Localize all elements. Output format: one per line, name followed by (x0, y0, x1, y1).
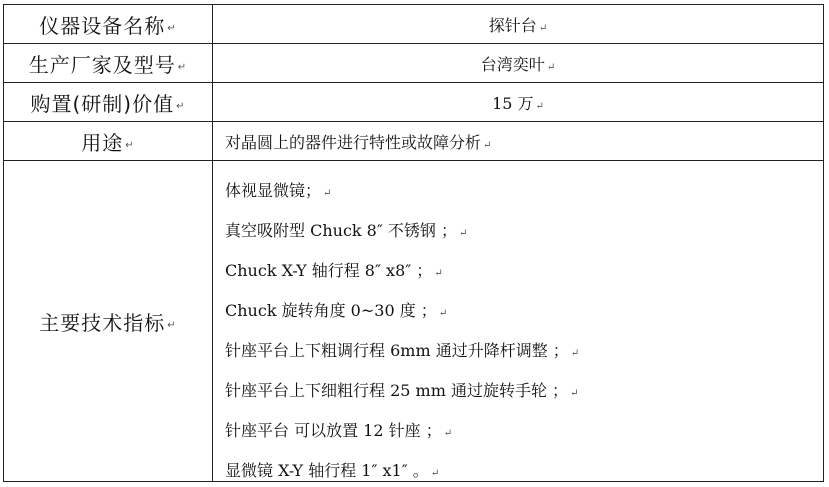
specs-list (213, 161, 823, 481)
table-row (4, 83, 823, 122)
row-label: 用途 ↵ (4, 122, 213, 160)
table-row (4, 122, 823, 161)
spec-item: 针座平台 可以放置 12 针座 ； ↵ (225, 420, 453, 440)
table-row (4, 5, 823, 44)
row-value: 对晶圆上的器件进行特性或故障分析 ↵ (225, 132, 492, 152)
row-label: 生产厂家及型号 ↵ (4, 44, 213, 82)
row-value: 台湾奕叶 ↵ (480, 54, 556, 74)
spec-item: Chuck 旋转角度 0~30 度 ； ↵ (225, 300, 448, 320)
spec-item: Chuck X-Y 轴行程 8″ x8″ ； ↵ (225, 260, 443, 280)
spec-item: 体视显微镜； ↵ (225, 180, 332, 200)
spec-item: 显微镜 X-Y 轴行程 1″ x1″ 。 ↵ (225, 460, 440, 480)
row-label: 购置(研制)价值 ↵ (4, 83, 213, 121)
spec-item: 针座平台上下细粗行程 25 mm 通过旋转手轮 ； ↵ (225, 380, 579, 400)
table-row (4, 44, 823, 83)
row-value: 15 万 ↵ (492, 93, 544, 113)
specs-row (4, 161, 823, 481)
spec-item: 真空吸附型 Chuck 8″ 不锈钢 ； ↵ (225, 220, 468, 240)
specs-label: 主要技术指标 ↵ (4, 161, 213, 481)
row-label: 仪器设备名称 ↵ (4, 5, 213, 43)
spec-item: 针座平台上下粗调行程 6mm 通过升降杆调整 ； ↵ (225, 340, 580, 360)
row-value: 探针台 ↵ (488, 15, 548, 35)
equipment-info-table (3, 4, 824, 482)
